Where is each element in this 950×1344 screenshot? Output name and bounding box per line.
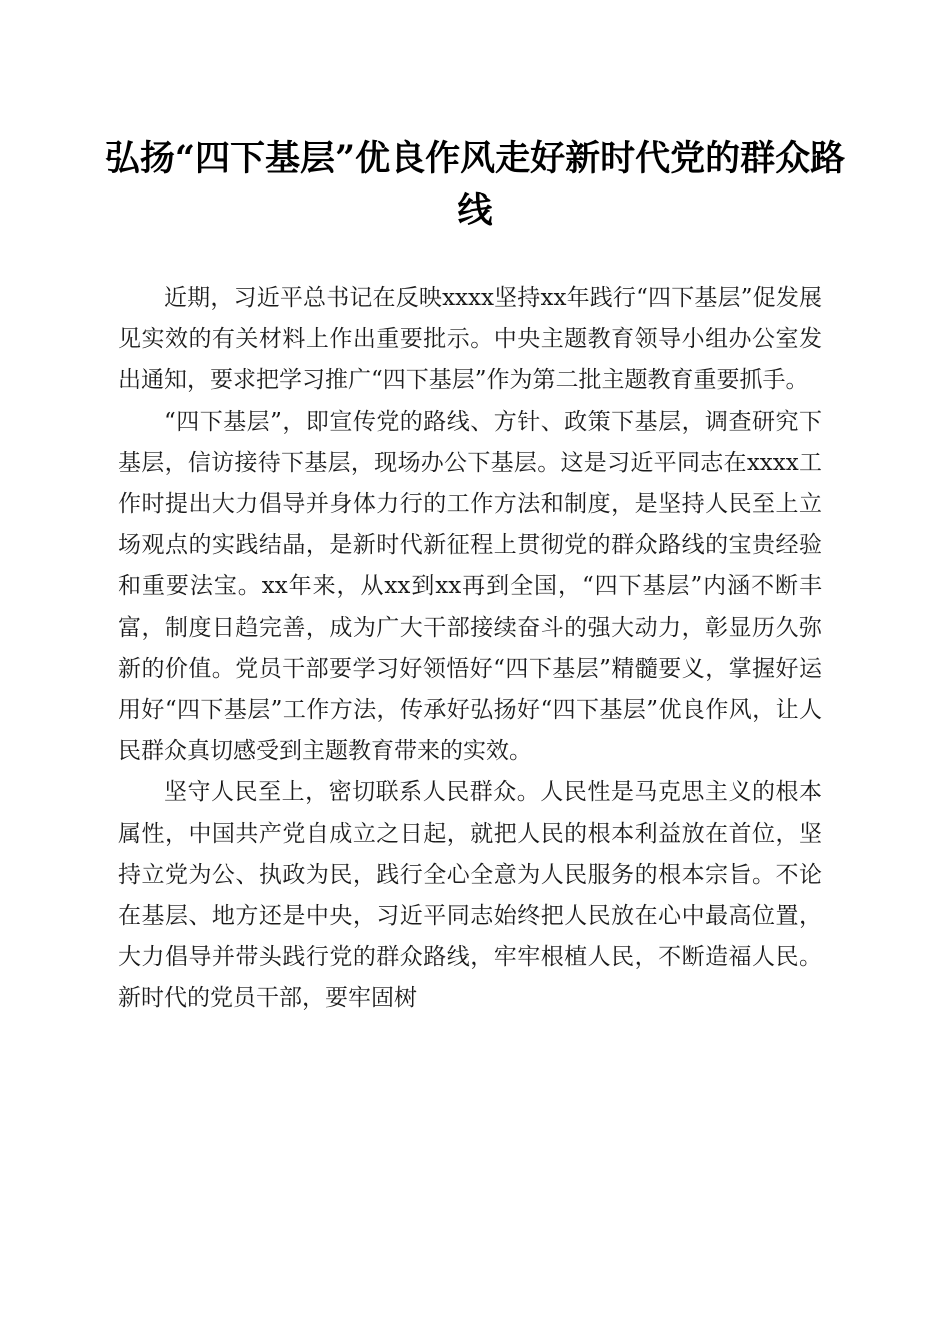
document-body	[118, 278, 822, 1020]
paragraph-3: 坚守人民至上，密切联系人民群众。人民性是马克思主义的根本属性，中国共产党自成立之日起，就把人民的根本利益放在首位，坚持立党为公、执政为民，践行全心全意为人民服务的根本宗旨。不论在基层、地方还是中央，习近平同志始终把人民放在心中最高位置，大力倡导并带头践行党的群众路线，牢牢根植人民，不断造福人民。新时代的党员干部，要牢固树	[118, 779, 822, 1012]
paragraph-1: 近期，习近平总书记在反映xxxx坚持xx年践行“四下基层”促发展见实效的有关材料上作出重要批示。中央主题教育领导小组办公室发出通知，要求把学习推广“四下基层”作为第二批主题教育重要抓手。	[118, 285, 822, 394]
paragraph-2: “四下基层”，即宣传党的路线、方针、政策下基层，调查研究下基层，信访接待下基层，现场办公下基层。这是习近平同志在xxxx工作时提出大力倡导并身体力行的工作方法和制度，是坚持人民至上立场观点的实践结晶，是新时代新征程上贯彻党的群众路线的宝贵经验和重要法宝。xx年来，从xx到xx再到全国，“四下基层”内涵不断丰富，制度日趋完善，成为广大干部接续奋斗的强大动力，彰显历久弥新的价值。党员干部要学习好领悟好“四下基层”精髓要义，掌握好运用好“四下基层”工作方法，传承好弘扬好“四下基层”优良作风，让人民群众真切感受到主题教育带来的实效。	[118, 408, 822, 765]
document-title: 弘扬“四下基层”优良作风走好新时代党的群众路线	[104, 138, 846, 231]
